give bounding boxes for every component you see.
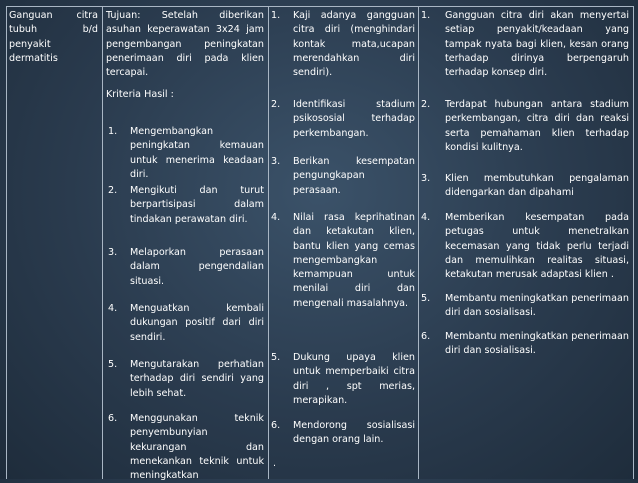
rationale-text: Gangguan citra diri akan menyertai setiap penyakit/keadaan yang tampak nyata bagi klien, kesan orang terhadap dirinya berpengaruh terhadap konsep diri. [445,10,629,79]
table-right-border [633,6,634,479]
criteria-text: Menggunakan teknik penyembunyian kekurangan dan menekankan teknik untuk meningkatkan [130,413,264,482]
rationale-text: Memberikan kesempatan pada petugas untuk menetralkan kecemasan yang tidak perlu terjadi dan memulihkan realitas situasi, ketakutan merusak adaptasi klien . [445,212,629,281]
intervention-number: 2. [271,99,281,110]
table-top-border [6,6,634,7]
intervention-text: Mendorong sosialisasi dengan orang lain. [293,420,415,446]
intervention-number: 4. [271,212,281,223]
rationale-number: 4. [421,212,431,223]
intervention-text: Identifikasi stadium psikososial terhadap perkembangan. [293,99,415,139]
column-divider-2 [268,6,269,479]
rationale-number: 3. [421,173,431,184]
rationale-number: 6. [421,331,431,342]
intervention-text: Dukung upaya klien untuk memperbaiki citra diri , spt merias, merapikan. [293,352,415,406]
criteria-text: Mengembangkan peningkatan kemauan untuk menerima keadaan diri. [130,126,264,180]
intervention-text: Kaji adanya gangguan citra diri (menghindari kontak mata,ucapan merendahkan diri sendiri). [293,10,415,79]
criteria-text: Menguatkan kembali dukungan positif dari diri sendiri. [130,303,264,343]
criteria-number: 1. [108,126,118,137]
intervention-number: 1. [271,10,281,21]
column-divider-3 [418,6,419,479]
nursing-care-table [6,6,634,482]
intervention-number: 6. [271,420,281,431]
criteria-heading: Kriteria Hasil : [106,89,174,101]
intervention-text: Nilai rasa keprihatinan dan ketakutan klien, bantu klien yang cemas mengembangkan kemampuan untuk menilai diri dan mengenali masalahnya. [293,212,415,309]
criteria-number: 4. [108,303,118,314]
intervention-number: 3. [271,156,281,167]
criteria-number: 3. [108,247,118,258]
criteria-text: Melaporkan perasaan dalam pengendalian situasi. [130,247,264,287]
criteria-number: 6. [108,413,118,424]
table-left-border [6,6,7,479]
rationale-number: 1. [421,10,431,21]
rationale-text: Klien membutuhkan pengalaman didengarkan dan dipahami [445,173,629,199]
goal-cell [106,9,264,103]
criteria-number: 2. [108,185,118,196]
goal-intro: Tujuan: Setelah diberikan asuhan keperawatan 3x24 jam pengembangan peningkatan penerimaan diri pada klien tercapai. [106,10,264,79]
rationale-number: 5. [421,293,431,304]
criteria-text: Mengutarakan perhatian terhadap diri sendiri yang lebih sehat. [130,359,264,399]
criteria-number: 5. [108,359,118,370]
intervention-number: 5. [271,352,281,363]
criteria-text: Mengikuti dan turut berpartisipasi dalam tindakan perawatan diri. [130,185,264,225]
rationale-text: Membantu meningkatkan penerimaan diri dan sosialisasi. [445,331,629,357]
intervention-text: Berikan kesempatan pengungkapan perasaan. [293,156,415,196]
rationale-number: 2. [421,99,431,110]
column-divider-1 [102,6,103,479]
rationale-text: Terdapat hubungan antara stadium perkembangan, citra diri dan reaksi serta pemahaman klien terhadap kondisi kulitnya. [445,99,629,153]
diagnosis-cell: Ganguan citra tubuh b/d penyakit dermatitis [9,10,98,64]
rationale-text: Membantu meningkatkan penerimaan diri dan sosialisasi. [445,293,629,319]
intervention-number: . [273,458,277,469]
